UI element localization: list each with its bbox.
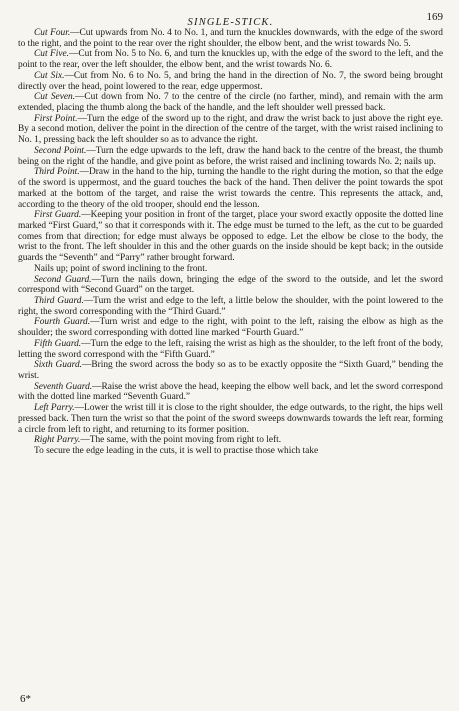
- paragraph-text: —Cut from No. 6 to No. 5, and bring the hand in the direction of No. 7, the sword being brought directly over the head, point lowered to the rear, edge uppermost.: [18, 70, 443, 92]
- paragraph-heading: Fifth Guard.: [34, 338, 82, 349]
- paragraph: [18, 167, 443, 210]
- paragraph-heading: Cut Five.: [34, 49, 70, 60]
- paragraph-text: —Turn the nails down, bringing the edge of the sword to the outside, and let the sword correspond with “Second Guard” on the target.: [18, 274, 443, 296]
- paragraph: [18, 446, 443, 457]
- paragraph-text: —Cut down from No. 7 to the centre of the circle (no farther, mind), and remain with the arm extended, placing the thumb along the back of the handle, and the left shoulder well pressed back.: [18, 92, 443, 114]
- paragraph-heading: Sixth Guard.: [34, 360, 82, 371]
- page-header: [18, 8, 443, 28]
- paragraph-text: —Bring the sword across the body so as to be exactly opposite the “Sixth Guard,” bending the wrist.: [18, 360, 443, 381]
- paragraph: [18, 317, 443, 338]
- paragraph-heading: Fourth Guard.: [34, 317, 91, 328]
- paragraph-heading: First Point.: [34, 113, 78, 124]
- page-number: 169: [426, 11, 443, 23]
- paragraph: [18, 210, 443, 264]
- paragraph-text: —Turn the edge upwards to the left, draw the hand back to the centre of the breast, the thumb being on the right of the handle, and give point as before, the wrist raised and inclining towards No. 2; nails up.: [18, 145, 443, 167]
- paragraph: [18, 339, 443, 360]
- paragraph-heading: Right Parry.: [34, 435, 81, 446]
- paragraph-text: —Turn wrist and edge to the right, with point to the left, raising the elbow as high as the shoulder; the sword corresponding with dotted line marked “Fourth Guard.”: [18, 317, 443, 339]
- paragraph: [18, 296, 443, 317]
- body-text: [18, 28, 443, 457]
- paragraph: [18, 71, 443, 92]
- paragraph: [18, 146, 443, 167]
- paragraph: [18, 264, 443, 275]
- paragraph-heading: First Guard.: [34, 210, 82, 221]
- paragraph-text: —Cut from No. 5 to No. 6, and turn the knuckles up, with the edge of the sword to the left, and the point to the rear, over the left shoulder, the elbow bent, and the wrist towards No. 6.: [18, 49, 443, 71]
- paragraph-heading: Seventh Guard.: [34, 381, 93, 392]
- paragraph-text: —Raise the wrist above the head, keeping the elbow well back, and let the sword correspond with the dotted line marked “Seventh Guard.”: [18, 381, 443, 403]
- paragraph: [18, 114, 443, 146]
- paragraph: [18, 275, 443, 296]
- paragraph-heading: Third Guard.: [34, 295, 84, 306]
- paragraph: [18, 403, 443, 435]
- paragraph-text: —Turn the edge of the sword up to the right, and draw the wrist back to just above the right eye. By a second motion, deliver the point in the direction of the centre of the target, with the wrist raised inclining to No. 1, pressing back the left shoulder so as to advance the right.: [18, 113, 443, 146]
- paragraph-text: —Cut upwards from No. 4 to No. 1, and turn the knuckles downwards, with the edge of the sword to the right, and the point to the rear over the right shoulder, the elbow bent, and the wrist towards No. 5.: [18, 28, 443, 49]
- paragraph-heading: Cut Seven.: [34, 92, 76, 103]
- signature-mark: 6*: [20, 693, 31, 705]
- paragraph-text: Nails up; point of sword inclining to the front.: [34, 263, 208, 274]
- paragraph-text: To secure the edge leading in the cuts, it is well to practise those which take: [34, 446, 319, 457]
- paragraph-heading: Cut Four.: [34, 28, 71, 38]
- paragraph: [18, 49, 443, 70]
- running-title: SINGLE-STICK.: [187, 17, 274, 28]
- paragraph-heading: Second Guard.: [34, 274, 92, 285]
- paragraph: [18, 28, 443, 49]
- paragraph-text: —Turn the wrist and edge to the left, a little below the shoulder, with the point lowered to the right, the sword corresponding with the “Third Guard.”: [18, 295, 443, 317]
- paragraph-text: —Draw in the hand to the hip, turning the handle to the right during the motion, so that the edge of the sword is uppermost, and the guard touches the back of the hand. Then deliver the point towards the spot marked at the bottom of the target, and raise the wrist towards the centre. This represents the attack, and, according to the theory of the old trooper, should end the lesson.: [18, 167, 443, 210]
- paragraph-heading: Third Point.: [34, 167, 80, 178]
- paragraph-text: —Keeping your position in front of the target, place your sword exactly opposite the dotted line marked “First Guard,” so that it corresponds with it. The edge must be turned to the left, as the cut to be guarded comes from that direction; for edge must always be opposed to edge. Let the elbow be close to the body, the wrist to the front. The left shoulder in this and the other guards on the inside should be kept back; in the outside guards the “Seventh” and “Parry” rather brought forward.: [18, 210, 443, 264]
- paragraph-text: —Turn the edge to the left, raising the wrist as high as the shoulder, to the left front of the body, letting the sword correspond with the “Fifth Guard.”: [18, 338, 443, 360]
- paragraph: [18, 382, 443, 403]
- paragraph-heading: Left Parry.: [34, 403, 75, 414]
- paragraph-heading: Cut Six.: [34, 70, 65, 81]
- paragraph-text: —Lower the wrist till it is close to the right shoulder, the edge outwards, to the right, the hips well pressed back. Then turn the wrist so that the point of the sword sweeps downwards towards the left rear, forming a circle from left to right, and returning to its former position.: [18, 403, 443, 435]
- paragraph: [18, 92, 443, 113]
- paragraph-heading: Second Point.: [34, 145, 87, 156]
- paragraph-text: —The same, with the point moving from right to left.: [80, 435, 282, 446]
- paragraph: [18, 360, 443, 381]
- paragraph: [18, 435, 443, 446]
